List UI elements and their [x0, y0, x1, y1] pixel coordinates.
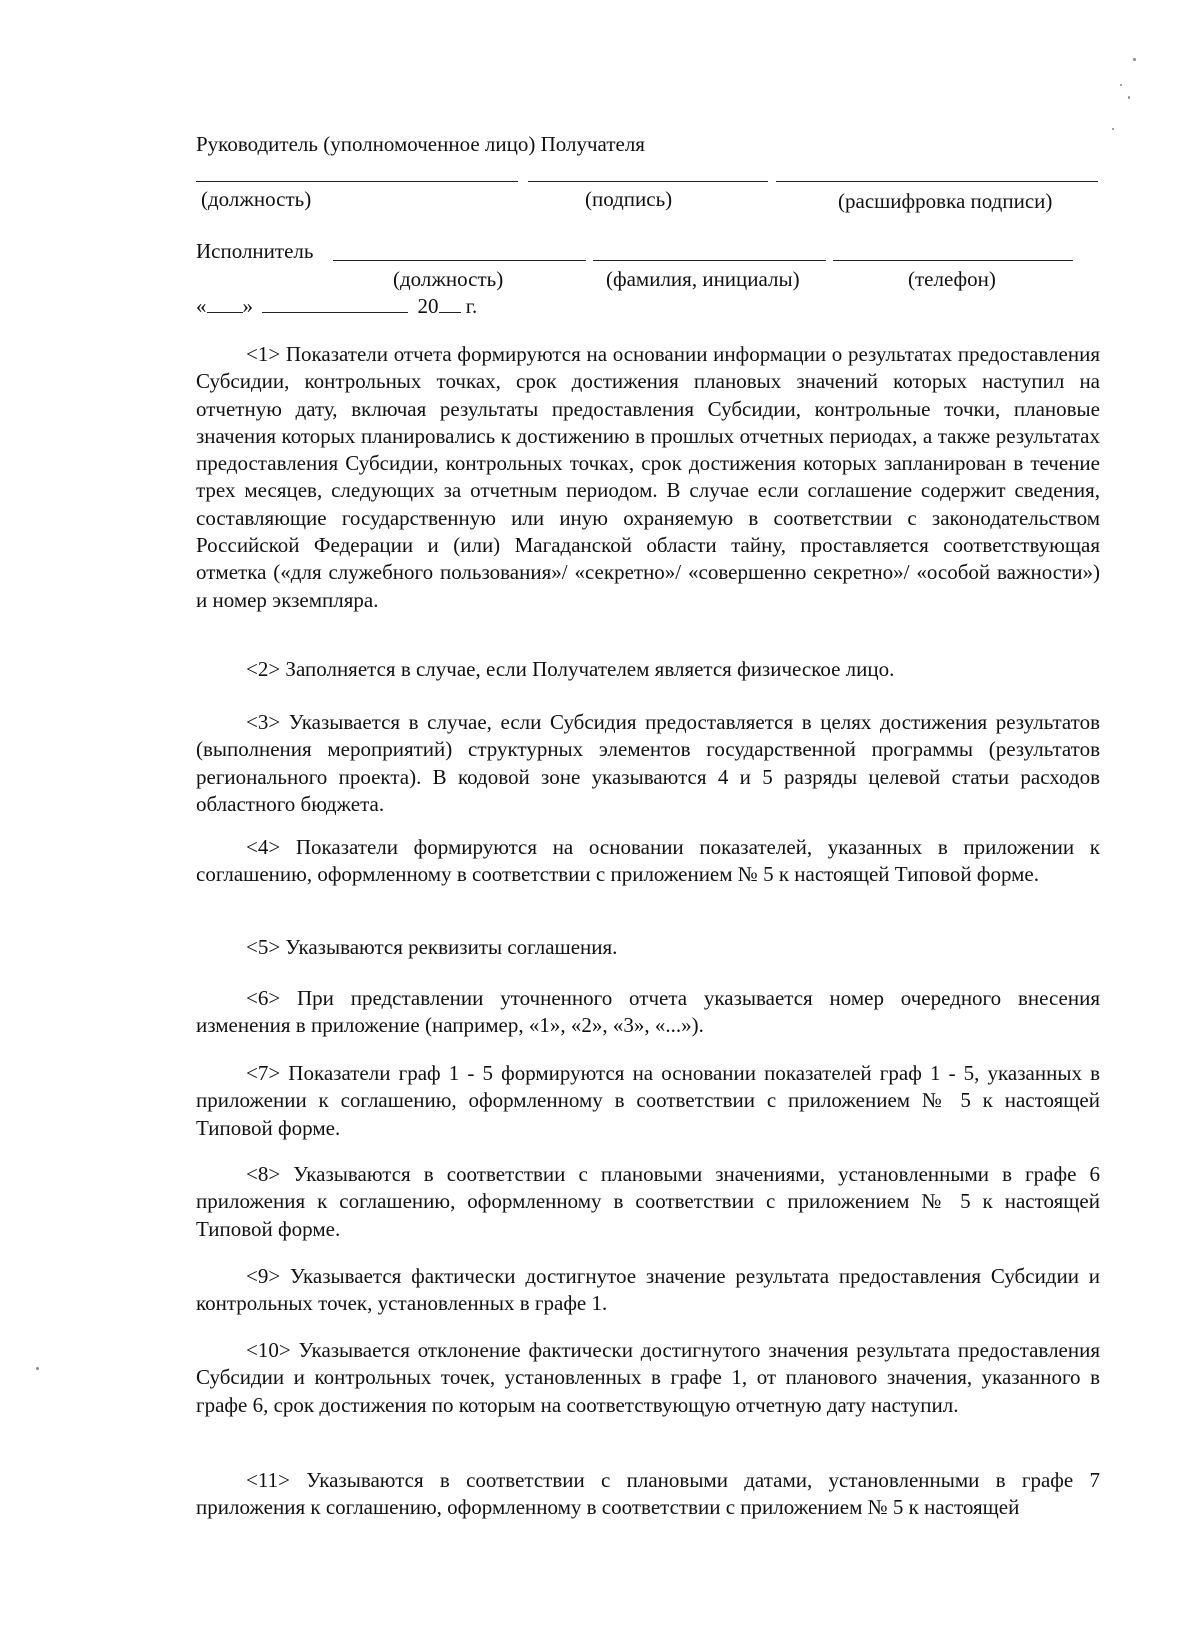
footnote-7: <7> Показатели граф 1 - 5 формируются на основании показателей граф 1 - 5, указанных в приложении к соглашению, оформленному в соответствии с приложением № 5 к настоящей Типовой форме. — [196, 1061, 1100, 1140]
scan-speck — [36, 1367, 39, 1370]
date-year-suffix: г. — [465, 294, 478, 318]
scan-speck — [1133, 58, 1136, 61]
executor-position-caption: (должность) — [393, 267, 504, 291]
executor-phone-caption: (телефон) — [908, 267, 996, 291]
executor-name-caption: (фамилия, инициалы) — [606, 267, 800, 291]
date-day-blank — [207, 292, 243, 313]
head-signature-caption: (подпись) — [585, 187, 673, 211]
footnote-9: <9> Указывается фактически достигнутое значение результата предоставления Субсидии и контрольных точек, установленных в графе 1. — [196, 1264, 1100, 1316]
footnote-6: <6> При представлении уточненного отчета указывается номер очередного внесения изменения в приложение (например, «1», «2», «3», «...»). — [196, 986, 1100, 1038]
date-year-prefix: 20 — [417, 294, 439, 318]
scan-speck — [1112, 128, 1114, 130]
date-year-blank — [439, 292, 461, 313]
executor-phone-line — [833, 260, 1073, 261]
footnote-2: <2> Заполняется в случае, если Получателем является физическое лицо. — [246, 657, 895, 681]
footnote-8: <8> Указываются в соответствии с плановыми значениями, установленными в графе 6 приложения к соглашению, оформленному в соответствии с приложением № 5 к настоящей Типовой форме. — [196, 1162, 1100, 1241]
footnote-11: <11> Указываются в соответствии с плановыми датами, установленными в графе 7 приложения к соглашению, оформленному в соответствии с приложением № 5 к настоящей — [196, 1468, 1100, 1520]
date-open-quote: « — [196, 294, 207, 318]
executor-name-line — [593, 260, 826, 261]
head-signature-line — [528, 181, 768, 182]
head-decoding-line — [776, 181, 1098, 182]
footnote-10: <10> Указывается отклонение фактически достигнутого значения результата предоставления Субсидии и контрольных точек, установленных в графе 1, от планового значения, указанного в графе 6, срок достижения по которым на соответствующую отчетную дату наступил. — [196, 1338, 1100, 1417]
head-position-line — [196, 181, 518, 182]
head-signature-title: Руководитель (уполномоченное лицо) Получателя — [196, 132, 645, 156]
date-line — [196, 292, 477, 319]
scan-speck — [1120, 84, 1122, 86]
scan-speck — [1128, 96, 1130, 99]
head-position-caption: (должность) — [201, 187, 312, 211]
executor-position-line — [333, 260, 586, 261]
head-decoding-caption: (расшифровка подписи) — [838, 189, 1053, 213]
footnote-3: <3> Указывается в случае, если Субсидия предоставляется в целях достижения результатов (выполнения мероприятий) структурных элементов государственной программы (результатов регионального проекта). В кодовой зоне указываются 4 и 5 разряды целевой статьи расходов областного бюджета. — [196, 710, 1100, 816]
footnote-5: <5> Указываются реквизиты соглашения. — [246, 935, 618, 959]
executor-label: Исполнитель — [196, 239, 314, 263]
date-month-blank — [262, 292, 408, 313]
footnote-1: <1> Показатели отчета формируются на основании информации о результатах предоставления Субсидии, контрольных точках, срок достижения плановых значений которых наступил на отчетную дату, включая результаты предоставления Субсидии, контрольные точки, плановые значения которых планировались к достижению в прошлых отчетных периодах, а также результатах предоставления Субсидии, контрольных точках, срок достижения которых запланирован в течение трех месяцев, следующих за отчетным периодом. В случае если соглашение содержит сведения, составляющие государственную или иную охраняемую в соответствии с законодательством Российской Федерации и (или) Магаданской области тайну, проставляется соответствующая отметка («для служебного пользования»/ «секретно»/ «совершенно секретно»/ «особой важности») и номер экземпляра. — [196, 342, 1100, 612]
footnote-4: <4> Показатели формируются на основании показателей, указанных в приложении к соглашению, оформленному в соответствии с приложением № 5 к настоящей Типовой форме. — [196, 835, 1100, 887]
date-close-quote: » — [242, 294, 253, 318]
